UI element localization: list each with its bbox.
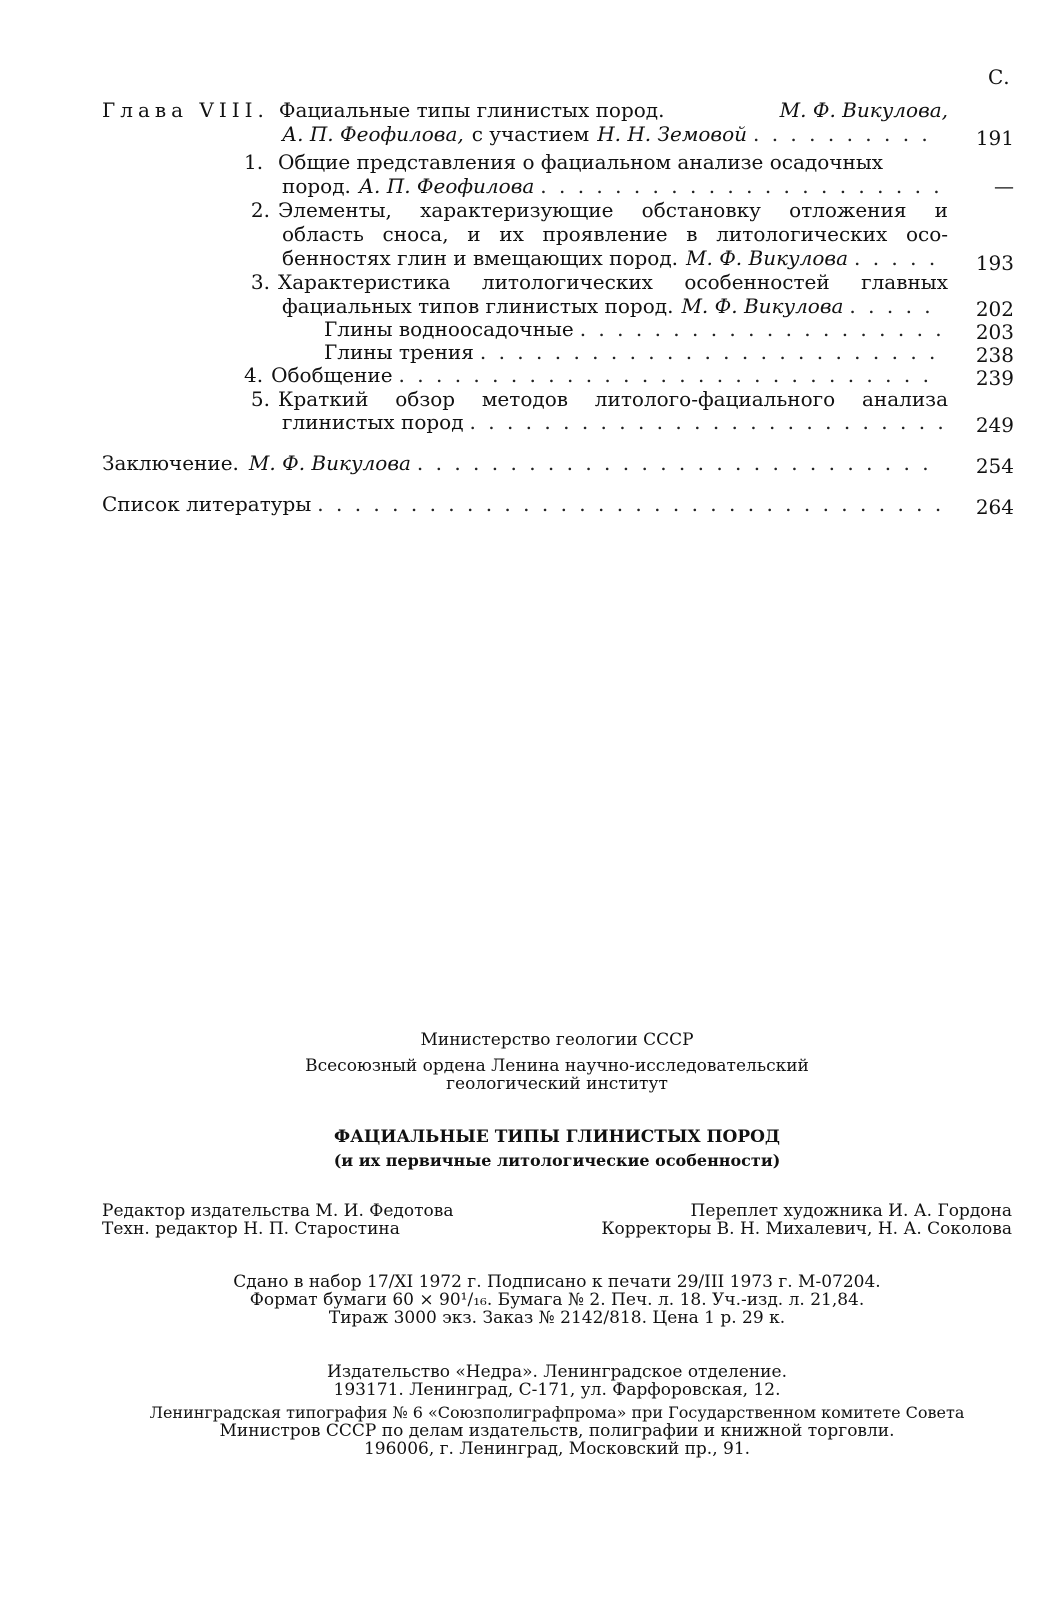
dot-leader <box>580 318 942 341</box>
dot-leader <box>849 295 942 318</box>
book-subtitle: (и их первичные литологические особенности) <box>333 1151 781 1170</box>
references-title: Список литературы <box>102 492 312 516</box>
dot-leader <box>317 493 942 516</box>
publisher-line-2: 193171. Ленинград, С-171, ул. Фарфоровская, 12. <box>333 1380 781 1400</box>
dot-leader <box>480 341 942 364</box>
section-author: М. Ф. Викулова <box>681 294 844 318</box>
dot-leader <box>470 411 942 434</box>
section-number: 4. <box>244 363 264 387</box>
typography-line-1: Ленинградская типография № 6 «Союзполиграфпрома» при Государственном комитете Совета <box>149 1403 965 1422</box>
chapter-title: Фациальные типы глинистых пород. <box>278 98 665 122</box>
subsection-1 <box>324 318 948 341</box>
chapter-author-2: А. П. Феофилова, <box>282 122 464 146</box>
print-info-line-1: Сдано в набор 17/XI 1972 г. Подписано к печати 29/III 1973 г. М-07204. <box>233 1272 881 1292</box>
chapter-with-text: с участием <box>471 122 590 146</box>
chapter-title-line2 <box>282 123 948 146</box>
section-3-line1 <box>244 271 948 294</box>
section-title: Элементы, характеризующие обстановку отложения и <box>278 198 948 222</box>
dot-leader <box>854 247 942 270</box>
editor-technical: Техн. редактор Н. П. Старостина <box>102 1219 400 1239</box>
dot-leader <box>399 364 942 387</box>
subsection-title: Глины водноосадочные <box>324 317 574 341</box>
section-5-page-number: 249 <box>975 413 1014 437</box>
section-author: М. Ф. Викулова <box>686 246 848 270</box>
chapter-label: Глава VIII. <box>102 98 269 122</box>
section-3-line2 <box>282 295 948 318</box>
publisher-line-1: Издательство «Недра». Ленинградское отделение. <box>327 1362 787 1382</box>
dot-leader <box>540 175 942 198</box>
subsection-title: Глины трения <box>324 340 474 364</box>
conclusion-author: М. Ф. Викулова <box>248 451 411 475</box>
section-3-page-number: 202 <box>975 297 1014 321</box>
section-2-line2 <box>282 223 948 246</box>
subsection-1-page-number: 203 <box>975 320 1014 344</box>
section-title: Общие представления о фациальном анализе осадочных <box>278 150 884 174</box>
section-title-cont: глинистых пород <box>282 410 464 434</box>
references-page-number: 264 <box>975 495 1014 519</box>
section-title: Краткий обзор методов литолого-фациального анализа <box>278 387 948 411</box>
section-4-page-number: 239 <box>975 366 1014 390</box>
section-4 <box>244 364 948 387</box>
section-number: 5. <box>250 387 270 411</box>
section-title: Обобщение <box>271 363 393 387</box>
book-title: ФАЦИАЛЬНЫЕ ТИПЫ ГЛИНИСТЫХ ПОРОД <box>333 1127 781 1147</box>
dot-leader <box>417 452 942 475</box>
section-1-line1 <box>244 151 948 174</box>
section-1-page-number: — <box>994 174 1014 198</box>
section-title-cont: область сноса, и их проявление в литологических осо- <box>282 222 948 246</box>
print-info-line-2: Формат бумаги 60 × 90¹/₁₆. Бумага № 2. Печ. л. 18. Уч.-изд. л. 21,84. <box>249 1290 865 1310</box>
editor-publishing: Редактор издательства М. И. Федотова <box>102 1201 454 1221</box>
dot-leader <box>753 123 942 146</box>
section-1-line2 <box>282 175 948 198</box>
section-title-cont: фациальных типов глинистых пород. <box>282 294 674 318</box>
typography-line-2: Министров СССР по делам издательств, полиграфии и книжной торговли. <box>219 1421 895 1441</box>
chapter-coauthor: Н. Н. Земовой <box>597 122 747 146</box>
section-number: 1. <box>244 150 264 174</box>
section-title-cont: бенностях глин и вмещающих пород. <box>282 246 679 270</box>
ministry-line: Министерство геологии СССР <box>420 1030 694 1050</box>
conclusion-entry <box>102 452 948 475</box>
section-5-line2 <box>282 411 948 434</box>
print-info-line-3: Тираж 3000 экз. Заказ № 2142/818. Цена 1 р. 29 к. <box>328 1308 786 1328</box>
institute-line-2: геологический институт <box>446 1074 668 1094</box>
section-title-cont: пород. <box>282 174 351 198</box>
section-number: 2. <box>250 198 270 222</box>
chapter-author-1: М. Ф. Викулова, <box>779 98 948 122</box>
institute-line-1: Всесоюзный ордена Ленина научно-исследовательский <box>305 1056 809 1076</box>
chapter-title-line1 <box>102 99 948 122</box>
page-column-header: С. <box>988 65 1010 89</box>
conclusion-page-number: 254 <box>975 454 1014 478</box>
subsection-2 <box>324 341 948 364</box>
section-title: Характеристика литологических особенностей главных <box>278 270 948 294</box>
chapter-page-number: 191 <box>975 126 1014 150</box>
section-2-line3 <box>282 247 948 270</box>
references-entry <box>102 493 948 516</box>
section-2-page-number: 193 <box>975 251 1014 275</box>
subsection-2-page-number: 238 <box>975 343 1014 367</box>
conclusion-title: Заключение. <box>102 451 239 475</box>
cover-artist: Переплет художника И. А. Гордона <box>690 1201 1012 1221</box>
section-5-line1 <box>244 388 948 411</box>
section-2-line1 <box>244 199 948 222</box>
typography-line-3: 196006, г. Ленинград, Московский пр., 91. <box>363 1439 751 1459</box>
section-number: 3. <box>250 270 270 294</box>
proofreaders: Корректоры В. Н. Михалевич, Н. А. Соколова <box>601 1219 1012 1239</box>
section-author: А. П. Феофилова <box>358 174 535 198</box>
